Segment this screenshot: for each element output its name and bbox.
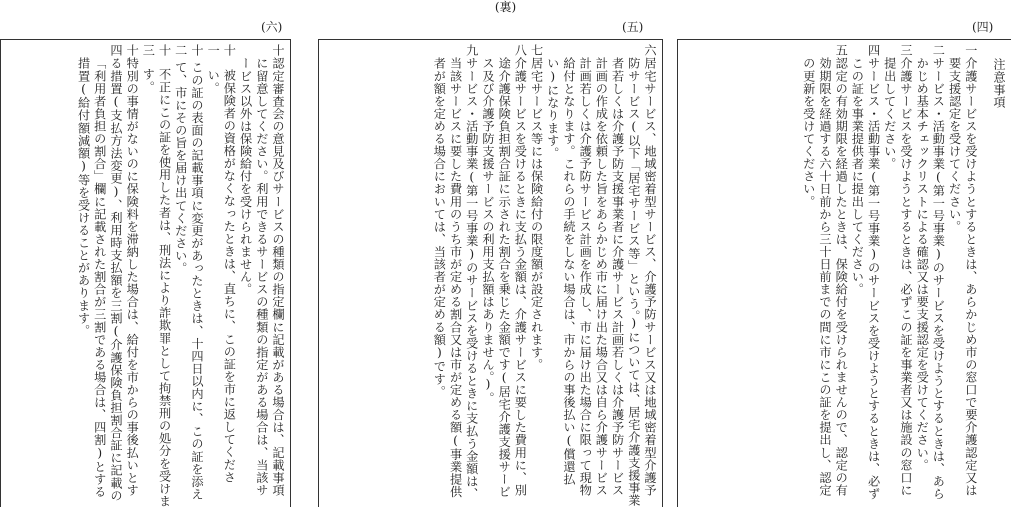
notice-item-3 [882,44,914,507]
notice-item-13 [140,44,172,507]
notice-item-number: 六 [643,44,657,57]
panel-five [318,39,663,507]
notice-item-number: 八 [513,44,528,57]
notice-item-text: 居宅サービス、地域密着型サービス、介護予防サービス又は地域密着型介護予防サービス(以下「居宅サービス等」という。)については、居宅介護支援事業者若しくは介護予防支援事業者に介護サービス計画若しくは介護予防サービス計画の作成を依頼した旨をあらかじめ市に届け出た場合又は自ら介護サービス計画若しくは介護予防サービス計画を作成し、市に届け出た場合に限って現物給付となります。これらの手続をしない場合は、市からの事後払い(償還払い)になります。 [545,56,657,506]
notice-item-9 [431,44,480,507]
notice-item-text: サービス・活動事業(第一号事業)のサービスを受けようとするときは、あらかじめ基本チェックリストによる確認又は要支援認定を受けてください。 [915,56,946,500]
panel-four [677,39,1011,507]
panel-number-five: (五) [622,20,644,34]
notice-item-8 [480,44,529,507]
notice-item-number: 十三 [141,44,172,57]
notice-item-number: 十二 [173,44,204,57]
notice-item-12 [173,44,205,507]
panel-five-body [321,44,658,507]
notice-item-text: 介護サービスを受けようとするときは、あらかじめ市の窓口で要介護認定又は要支援認定を受けてください。 [947,56,978,496]
notice-item-text: 不正にこの証を使用した者は、刑法により詐欺罪として拘禁刑の処分を受けます。 [141,67,172,507]
notice-title: 注意事項 [992,58,1006,109]
notice-item-number: 十 [271,44,285,57]
notice-item-10 [237,44,286,507]
notice-item-text: サービス・活動事業(第一号事業)のサービスを受けようとするときは、必ずこの証を事業提供者に提出してください。 [850,56,881,500]
page-header-ura: (裏) [494,0,517,14]
notice-item-number: 十四 [108,44,140,57]
notice-item-11 [205,44,237,507]
notice-item-number: 九 [464,44,479,57]
notice-item-1 [946,44,978,507]
panel-number-four: (四) [972,20,994,34]
notice-item-2 [914,44,946,507]
notice-item-text: 被保険者の資格がなくなったときは、直ちに、この証を市に返してください。 [206,69,237,484]
notice-item-number: 三 [898,44,913,57]
notice-item-text: サービス・活動事業(第一号事業)のサービスを受けるときに支払う金額は、当該サービスに要した費用のうち市が定める割合又は市が定める額(事業提供者が額を定める場合においては、当該者が定める額)です。 [432,56,479,500]
notice-item-number: 二 [931,44,946,57]
notice-item-number: 四 [866,44,881,57]
notice-item-text: この証の表面の記載事項に変更があったときは、十四日以内に、この証を添えて、市にその旨を届け出てください。 [173,61,204,501]
notice-item-6 [545,44,658,507]
notice-item-number: 一 [963,44,978,57]
notice-item-number: 五 [834,44,849,57]
panel-number-six: (六) [261,20,283,34]
notice-item-text: 特別の事情がないのに保険料を滞納した場合は、給付を市からの事後払いとする措置(支払方法変更)、利用時支払額を三割(介護保険負担割合証に記載の「利用者負担の割合」欄に記載された割合が三割である場合は、四割)とする措置(給付額減額)等を受けることがあります。 [76,56,140,502]
panel-four-body [680,44,1007,507]
notice-item-text: 居宅サービス等には保険給付の限度額が設定されます。 [529,56,544,371]
notice-item-7 [528,44,544,507]
panel-six-body [3,44,286,507]
notice-item-14 [75,44,140,507]
notice-item-5 [801,44,850,507]
notice-item-text: 認定審査会の意見及びサービスの種類の指定欄に記載がある場合は、記載事項に留意してください。利用できるサービスの種類の指定がある場合は、当該サービス以外は保険給付を受けられません。 [238,56,285,496]
notice-item-text: 認定の有効期限を経過したときは、保険給付を受けられませんので、認定の有効期限を経過する六十日前から三十日前までの間に市にこの証を提出し、認定の更新を受けてください。 [801,56,849,496]
notice-item-4 [849,44,881,507]
panel-six [0,39,291,507]
notice-item-text: 介護サービスを受けるときに支払う金額は、介護サービスに要した費用に、別途介護保険負担割合証に示された割合を乗じた金額です(居宅介護支援サービス及び介護予防支援サービスの利用支払額はありません。)。 [480,56,528,498]
notice-item-number: 十一 [206,44,237,57]
notice-item-number: 七 [529,44,544,57]
notice-item-text: 介護サービスを受けようとするときは、必ずこの証を事業者又は施設の窓口に提出してください。 [882,56,913,496]
